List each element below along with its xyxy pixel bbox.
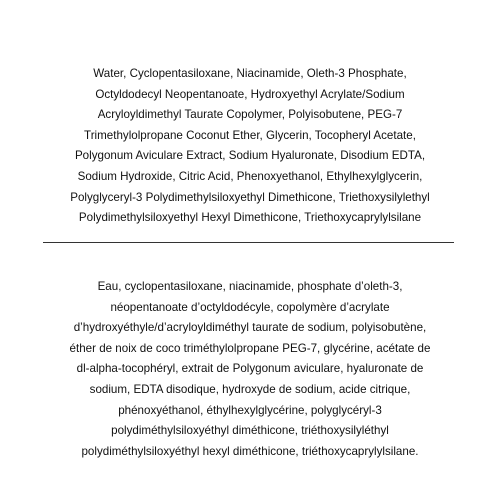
ingredients-english-line: Trimethylolpropane Coconut Ether, Glycerin, Tocopheryl Acetate, <box>84 128 416 142</box>
ingredients-french-line: Eau, cyclopentasiloxane, niacinamide, phosphate d’oleth-3, <box>97 280 403 293</box>
ingredients-french-line: d’hydroxyéthyle/d’acryloyldiméthyl taurate de sodium, polyisobutène, <box>73 321 427 335</box>
ingredients-english-line: Acryloyldimethyl Taurate Copolymer, Polyisobutene, PEG-7 <box>97 108 403 122</box>
ingredients-french-line: sodium, EDTA disodique, hydroxyde de sodium, acide citrique, <box>89 382 411 396</box>
ingredients-french-line: phénoxyéthanol, éthylhexylglycérine, polyglycéryl-3 <box>118 403 382 417</box>
ingredients-french <box>38 277 462 462</box>
ingredients-french-line: polydiméthylsiloxyéthyl hexyl diméthicone, triéthoxycaprylylsilane. <box>81 444 419 458</box>
ingredients-french-line: dl-alpha-tocophéryl, extrait de Polygonum aviculare, hyaluronate de <box>76 362 424 376</box>
ingredients-english-line: Sodium Hydroxide, Citric Acid, Phenoxyethanol, Ethylhexylglycerin, <box>77 169 423 183</box>
section-divider <box>43 242 454 243</box>
ingredients-english-line: Water, Cyclopentasiloxane, Niacinamide, Oleth-3 Phosphate, <box>93 67 407 80</box>
ingredients-english-line: Polygonum Aviculare Extract, Sodium Hyaluronate, Disodium EDTA, <box>74 149 426 163</box>
ingredients-french-line: néopentanoate d’octyldodécyle, copolymère d’acrylate <box>110 300 390 314</box>
ingredients-english-line: Polydimethylsiloxyethyl Hexyl Dimethicone, Triethoxycaprylylsilane <box>78 211 422 225</box>
ingredients-english-line: Polyglyceryl-3 Polydimethylsiloxyethyl Dimethicone, Triethoxysilylethyl <box>70 190 430 204</box>
ingredients-french-line: polydiméthylsiloxyéthyl diméthicone, triéthoxysilyléthyl <box>111 424 389 438</box>
ingredients-english-line: Octyldodecyl Neopentanoate, Hydroxyethyl Acrylate/Sodium <box>95 87 405 101</box>
ingredients-english <box>38 64 462 229</box>
ingredients-french-line: éther de noix de coco triméthylolpropane PEG-7, glycérine, acétate de <box>69 341 431 355</box>
